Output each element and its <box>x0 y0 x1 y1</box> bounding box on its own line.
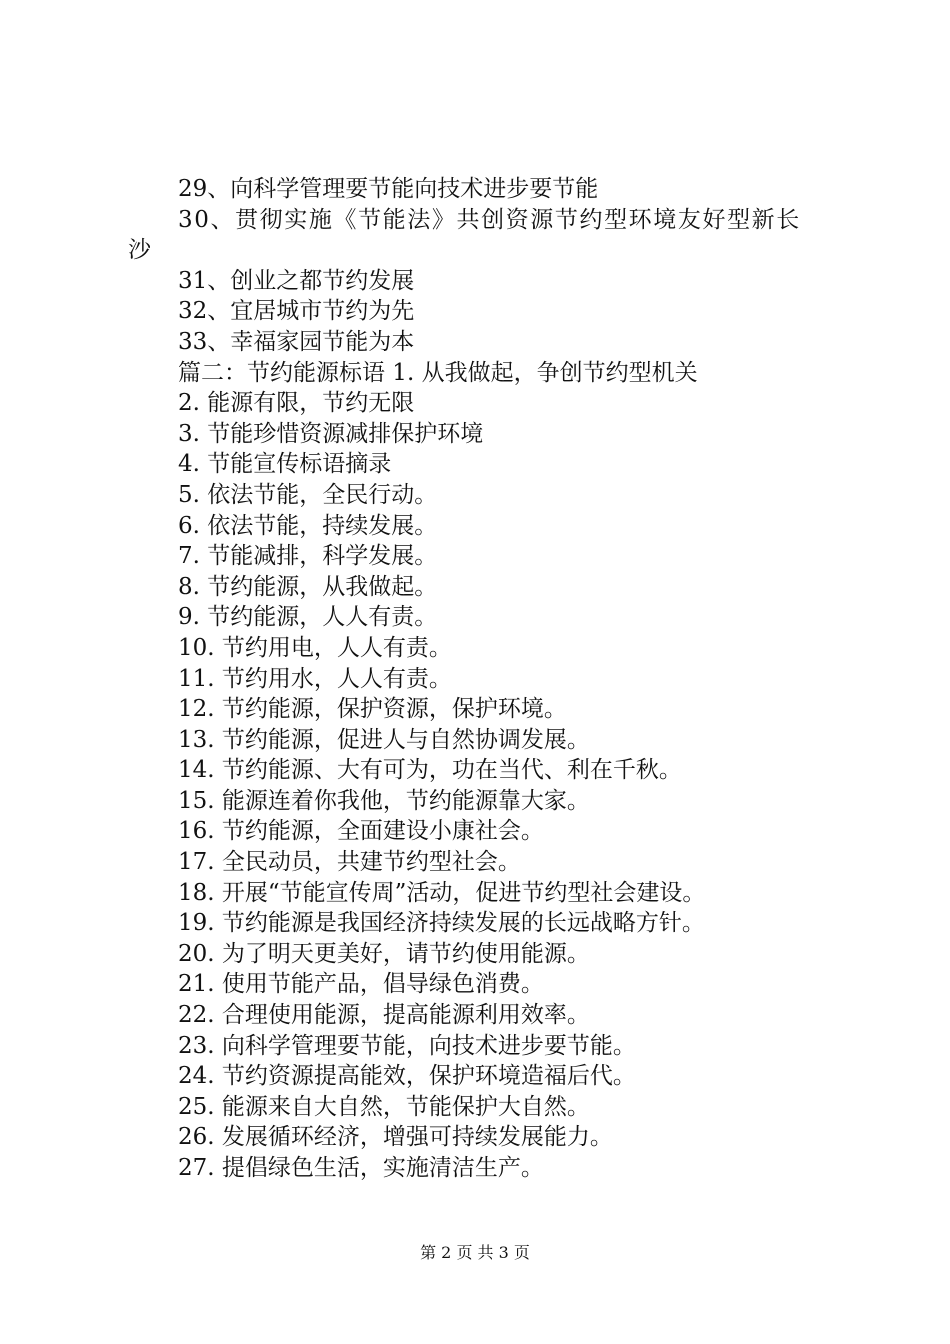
list-item: 11. 节约用水，人人有责。 <box>178 665 452 692</box>
list-item: 14. 节约能源、大有可为，功在当代、利在千秋。 <box>178 757 682 784</box>
text-line: 29、向科学管理要节能向技术进步要节能 <box>178 176 599 202</box>
text-line: 33、幸福家园节能为本 <box>178 328 415 355</box>
list-item: 18. 开展“节能宣传周”活动，促进节约型社会建设。 <box>178 879 706 906</box>
list-item: 24. 节约资源提高能效，保护环境造福后代。 <box>178 1063 636 1090</box>
list-item: 15. 能源连着你我他，节约能源靠大家。 <box>178 787 590 814</box>
list-item: 19. 节约能源是我国经济持续发展的长远战略方针。 <box>178 910 705 937</box>
list-item: 17. 全民动员，共建节约型社会。 <box>178 849 521 876</box>
body-text <box>0 174 950 1184</box>
list-item: 21. 使用节能产品，倡导绿色消费。 <box>178 971 544 998</box>
list-item: 2. 能源有限，节约无限 <box>178 390 415 417</box>
list-item: 6. 依法节能，持续发展。 <box>178 512 438 539</box>
text-line: 31、创业之都节约发展 <box>178 267 415 294</box>
list-item: 22. 合理使用能源，提高能源利用效率。 <box>178 1002 590 1029</box>
list-item: 25. 能源来自大自然，节能保护大自然。 <box>178 1093 590 1120</box>
list-item: 5. 依法节能，全民行动。 <box>178 481 438 508</box>
section-heading-line: 篇二：节约能源标语 1. 从我做起，争创节约型机关 <box>178 359 698 386</box>
text-line: 32、宜居城市节约为先 <box>178 298 415 325</box>
list-item: 8. 节约能源，从我做起。 <box>178 573 438 600</box>
list-item: 10. 节约用电，人人有责。 <box>178 634 452 661</box>
list-item: 20. 为了明天更美好，请节约使用能源。 <box>178 940 590 967</box>
list-item: 12. 节约能源，保护资源，保护环境。 <box>178 696 567 723</box>
list-item: 7. 节能减排，科学发展。 <box>178 543 438 570</box>
text-line: 30、贯彻实施《节能法》共创资源节约型环境友好型新长 <box>178 206 801 233</box>
page-footer: 第 2 页 共 3 页 <box>420 1243 530 1262</box>
list-item: 16. 节约能源，全面建设小康社会。 <box>178 818 544 845</box>
list-item: 13. 节约能源，促进人与自然协调发展。 <box>178 726 590 753</box>
list-item: 4. 节能宣传标语摘录 <box>178 451 392 478</box>
list-item: 23. 向科学管理要节能，向技术进步要节能。 <box>178 1032 636 1059</box>
list-item: 27. 提倡绿色生活，实施清洁生产。 <box>178 1155 544 1181</box>
list-item: 3. 节能珍惜资源减排保护环境 <box>178 420 484 447</box>
list-item: 9. 节约能源，人人有责。 <box>178 604 438 631</box>
list-item: 26. 发展循环经济，增强可持续发展能力。 <box>178 1124 613 1151</box>
text-line: 沙 <box>128 237 151 264</box>
